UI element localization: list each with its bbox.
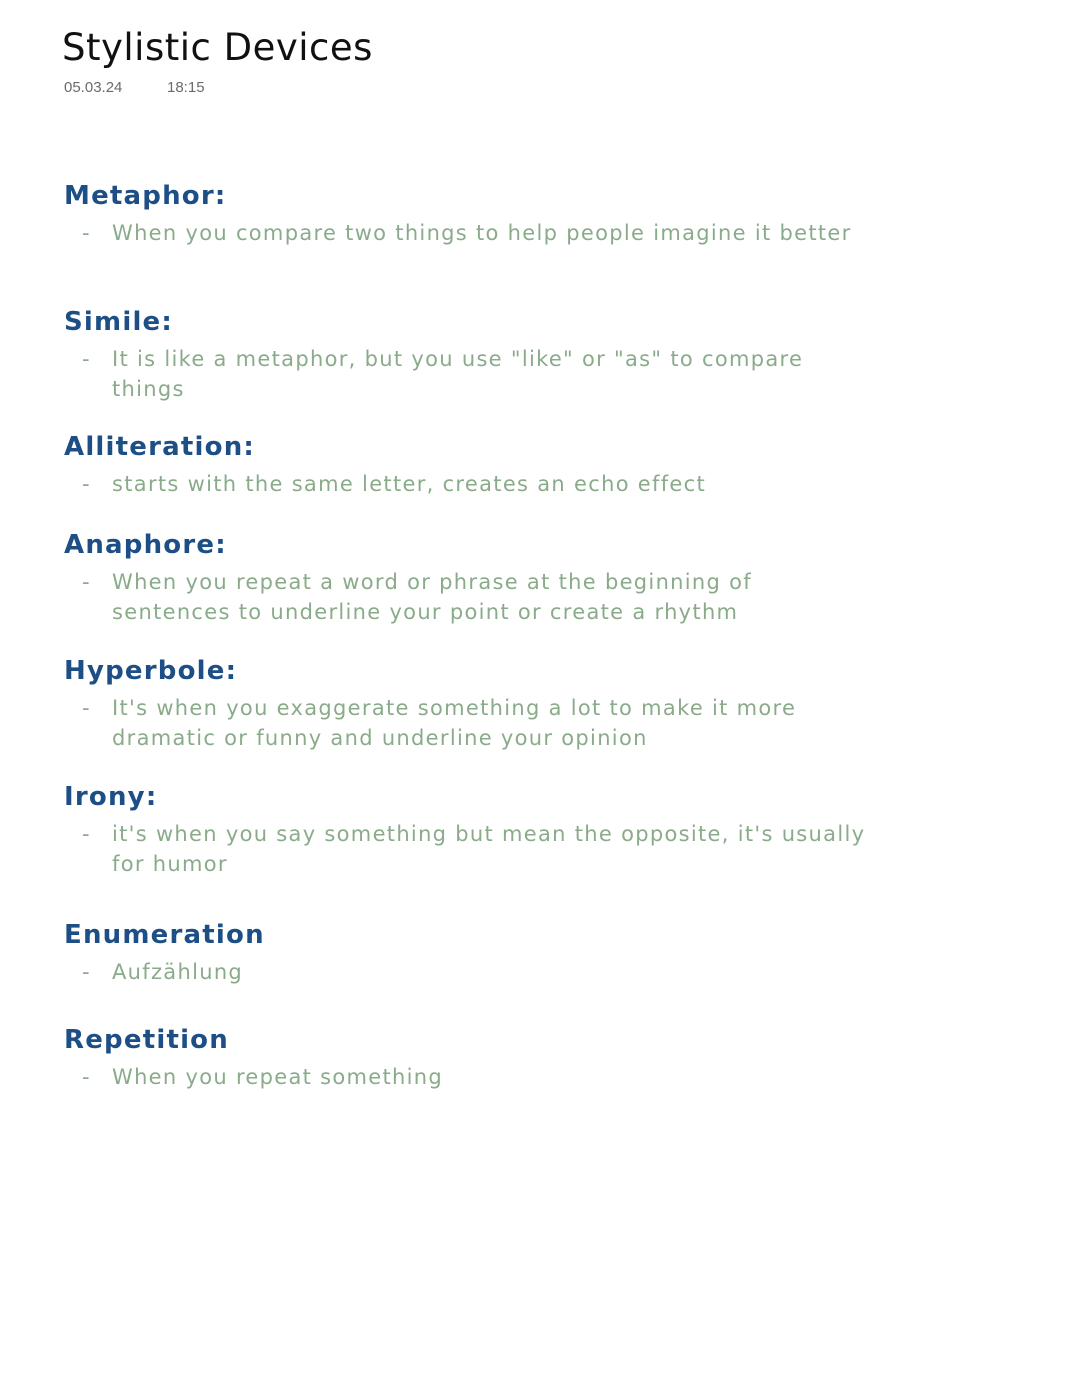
- note-date: 05.03.24: [64, 79, 123, 96]
- entry-anaphore: [64, 529, 924, 627]
- term-definition: [64, 1062, 872, 1092]
- definition-text: When you compare two things to help people imagine it better: [112, 221, 852, 245]
- bullet-dash: -: [82, 347, 91, 371]
- term-heading: Irony:: [64, 782, 158, 812]
- term-definition: [64, 218, 872, 248]
- bullet-dash: -: [82, 960, 91, 984]
- definition-text: It's when you exaggerate something a lot to make it more dramatic or funny and underline your opinion: [112, 696, 797, 750]
- page-title: Stylistic Devices: [62, 26, 373, 69]
- bullet-dash: -: [82, 570, 91, 594]
- entry-irony: [64, 781, 924, 879]
- term-definition: [64, 819, 872, 879]
- entry-metaphor: [64, 180, 924, 248]
- entry-enumeration: [64, 919, 924, 987]
- definition-text: Aufzählung: [112, 960, 244, 984]
- term-heading: Repetition: [64, 1025, 229, 1055]
- bullet-dash: -: [82, 472, 91, 496]
- entry-simile: [64, 306, 924, 404]
- term-heading: Anaphore:: [64, 530, 227, 560]
- term-definition: [64, 469, 872, 499]
- term-heading: Metaphor:: [64, 181, 227, 211]
- bullet-dash: -: [82, 1065, 91, 1089]
- definition-text: it's when you say something but mean the opposite, it's usually for humor: [112, 822, 866, 876]
- term-definition: [64, 567, 872, 627]
- term-heading: Alliteration:: [64, 432, 255, 462]
- term-heading: Simile:: [64, 307, 173, 337]
- term-heading: Hyperbole:: [64, 656, 238, 686]
- entry-alliteration: [64, 431, 924, 499]
- term-definition: [64, 957, 872, 987]
- definition-text: It is like a metaphor, but you use "like" or "as" to compare things: [112, 347, 804, 401]
- definition-text: When you repeat something: [112, 1065, 444, 1089]
- entry-hyperbole: [64, 655, 924, 753]
- term-definition: [64, 693, 872, 753]
- bullet-dash: -: [82, 696, 91, 720]
- term-heading: Enumeration: [64, 920, 265, 950]
- entry-repetition: [64, 1024, 924, 1092]
- note-time: 18:15: [167, 79, 205, 96]
- definition-text: When you repeat a word or phrase at the beginning of sentences to underline your point or create a rhythm: [112, 570, 752, 624]
- bullet-dash: -: [82, 822, 91, 846]
- definition-text: starts with the same letter, creates an echo effect: [112, 472, 707, 496]
- bullet-dash: -: [82, 221, 91, 245]
- term-definition: [64, 344, 872, 404]
